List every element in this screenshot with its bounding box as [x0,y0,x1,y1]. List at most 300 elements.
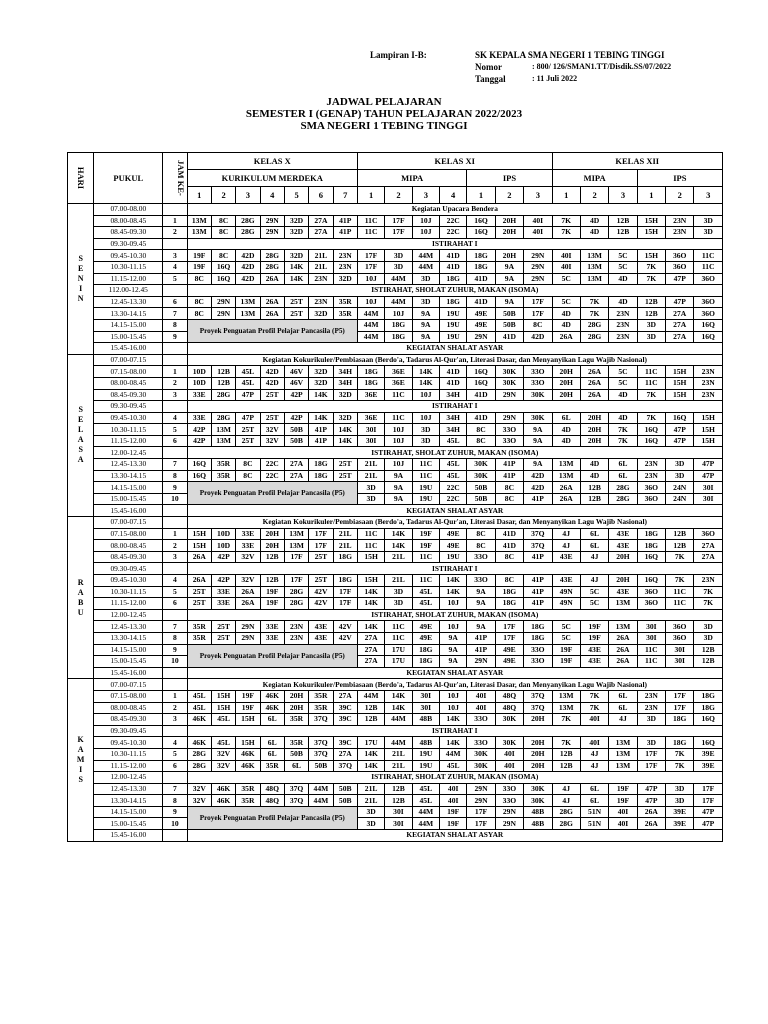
subject-code-cell: 19F [580,632,608,644]
subject-code-cell: 32D [309,366,333,378]
subject-code-cell: 49E [467,308,495,320]
subject-code-cell: 9A [495,273,523,285]
subject-code-cell: 10J [412,389,439,401]
table-row [68,725,723,737]
subject-code-cell: 23N [333,261,357,273]
class-number-x-3: 3 [236,187,260,204]
subject-code-cell: 45L [412,586,439,598]
period-number: 1 [163,366,187,378]
subject-code-cell: 16Q [467,377,495,389]
period-number: 4 [163,737,187,749]
subject-code-cell: 9A [495,296,523,308]
subject-code-cell: 41P [524,586,552,598]
subject-code-cell: 23N [609,308,637,320]
subject-code-cell: 30K [524,795,552,807]
subject-code-cell: 5C [552,632,580,644]
subject-code-cell: 41D [440,366,467,378]
subject-code-cell: 17F [284,575,308,587]
subject-code-cell: 26A [609,632,637,644]
subject-code-cell: 36O [666,250,694,262]
subject-code-cell: 48Q [495,690,523,702]
subject-code-cell: 6L [609,459,637,471]
subject-code-cell: 8C [495,482,523,494]
subject-code-cell: 13M [609,760,637,772]
subject-code-cell: 30I [385,806,412,818]
time-slot: 07.15-08.00 [94,690,163,702]
subject-code-cell: 35R [236,795,260,807]
day-letter: K [77,735,84,744]
subject-code-cell: 23N [637,470,665,482]
subject-code-cell: 18G [666,737,694,749]
period-number [163,354,187,366]
subject-code-cell: 17F [666,702,694,714]
subject-code-cell: 42D [236,261,260,273]
subject-code-cell: 4D [609,389,637,401]
subject-code-cell: 7K [580,702,608,714]
subject-code-cell: 9A [524,435,552,447]
period-number: 6 [163,435,187,447]
class-number-xii_ips-1: 1 [637,187,665,204]
subject-code-cell: 26A [552,331,580,343]
subject-code-cell: 16Q [694,319,723,331]
subject-code-cell: 41P [467,644,495,656]
subject-code-cell: 40I [495,748,523,760]
period-number: 3 [163,250,187,262]
table-row [68,308,723,320]
period-number: 7 [163,459,187,471]
subject-code-cell: 10J [357,273,384,285]
subject-code-cell: 19U [440,331,467,343]
subject-code-cell: 23N [309,273,333,285]
subject-code-cell: 15H [694,435,723,447]
subject-code-cell: 13M [236,296,260,308]
subject-code-cell: 16Q [637,551,665,563]
subject-code-cell: 4D [609,273,637,285]
day-letter: I [79,283,83,293]
subject-code-cell: 36O [666,621,694,633]
kurikulum-merdeka-header: KURIKULUM MERDEKA [187,170,357,187]
time-slot: 09.30-09.45 [94,238,163,250]
subject-code-cell: 30K [467,760,495,772]
subject-code-cell: 27A [666,308,694,320]
subject-code-cell: 13M [211,424,235,436]
subject-code-cell: 47P [694,818,723,830]
subject-code-cell: 30I [666,656,694,668]
subject-code-cell: 7K [580,308,608,320]
subject-code-cell: 4J [580,760,608,772]
subject-code-cell: 36O [666,632,694,644]
subject-code-cell: 39E [694,748,723,760]
subject-code-cell: 21L [309,261,333,273]
subject-code-cell: 17U [385,644,412,656]
subject-code-cell: 7K [637,412,665,424]
subject-code-cell: 45L [236,377,260,389]
table-row [68,598,723,610]
subject-code-cell: 30I [637,632,665,644]
subject-code-cell: 32V [211,748,235,760]
subject-code-cell: 23N [694,377,723,389]
table-row [68,806,723,818]
table-row [68,238,723,250]
subject-code-cell: 9A [440,632,467,644]
subject-code-cell: 15H [357,551,384,563]
table-row [68,435,723,447]
subject-code-cell: 45L [211,737,235,749]
subject-code-cell: 44M [385,714,412,726]
table-row [68,551,723,563]
subject-code-cell: 32V [236,551,260,563]
subject-code-cell: 10D [211,528,235,540]
subject-code-cell: 8C [467,424,495,436]
subject-code-cell: 10J [412,227,439,239]
subject-code-cell: 3D [666,795,694,807]
time-slot: 07.00-07.15 [94,354,163,366]
subject-code-cell: 20H [524,760,552,772]
subject-code-cell: 28G [236,215,260,227]
subject-code-cell: 32D [284,250,308,262]
subject-code-cell: 29N [467,331,495,343]
table-row [68,204,723,216]
subject-code-cell: 3D [412,296,439,308]
subject-code-cell: 18G [666,714,694,726]
subject-code-cell: 32D [333,412,357,424]
subject-code-cell: 27A [309,215,333,227]
subject-code-cell: 47P [666,296,694,308]
subject-code-cell: 17F [333,586,357,598]
subject-code-cell: 48B [412,714,439,726]
subject-code-cell: 18G [385,319,412,331]
subject-code-cell: 25T [236,424,260,436]
subject-code-cell: 17F [637,760,665,772]
subject-code-cell: 44M [412,818,439,830]
subject-code-cell: 29N [211,296,235,308]
subject-code-cell: 27A [357,644,384,656]
subject-code-cell: 42V [333,621,357,633]
subject-code-cell: 25T [284,296,308,308]
subject-code-cell: 39E [666,818,694,830]
subject-code-cell: 23N [666,215,694,227]
subject-code-cell: 17U [357,737,384,749]
subject-code-cell: 18G [694,702,723,714]
subject-code-cell: 16Q [211,273,235,285]
subject-code-cell: 29N [467,795,495,807]
subject-code-cell: 9A [440,656,467,668]
subject-code-cell: 3D [637,331,665,343]
subject-code-cell: 14K [357,760,384,772]
subject-code-cell: 41P [495,470,523,482]
activity-banner: KEGIATAN SHALAT ASYAR [187,830,722,842]
subject-code-cell: 17F [524,308,552,320]
subject-code-cell: 11C [666,598,694,610]
period-number [163,401,187,413]
subject-code-cell: 15H [637,215,665,227]
activity-banner: KEGIATAN SHALAT ASYAR [187,343,722,355]
subject-code-cell: 50B [467,493,495,505]
subject-code-cell: 15H [187,540,211,552]
subject-code-cell: 50B [467,482,495,494]
subject-code-cell: 11C [412,551,439,563]
period-number: 6 [163,296,187,308]
subject-code-cell: 34H [333,366,357,378]
subject-code-cell: 45L [440,470,467,482]
subject-code-cell: 28G [580,331,608,343]
period-number: 1 [163,215,187,227]
class-number-xii_mipa-2: 2 [580,187,608,204]
subject-code-cell: 7K [666,575,694,587]
day-label-rabu [68,517,94,679]
tanggal-value: : 11 Juli 2022 [532,74,578,83]
subject-code-cell: 36O [694,528,723,540]
subject-code-cell: 15H [694,412,723,424]
subject-code-cell: 37Q [309,714,333,726]
time-slot: 12.45-13.30 [94,783,163,795]
subject-code-cell: 19F [260,586,284,598]
subject-code-cell: 11C [694,250,723,262]
subject-code-cell: 3D [637,737,665,749]
subject-code-cell: 33O [467,714,495,726]
subject-code-cell: 28G [284,598,308,610]
subject-code-cell: 50B [333,795,357,807]
table-row [68,702,723,714]
subject-code-cell: 20H [260,528,284,540]
period-number: 1 [163,528,187,540]
subject-code-cell: 6L [580,795,608,807]
subject-code-cell: 8C [467,540,495,552]
subject-code-cell: 27A [333,748,357,760]
subject-code-cell: 36O [694,308,723,320]
table-row [68,250,723,262]
subject-code-cell: 47P [666,435,694,447]
day-letter: A [77,455,84,465]
subject-code-cell: 23N [666,227,694,239]
subject-code-cell: 33O [467,551,495,563]
p5-project-block: Proyek Penguatan Profil Pelajar Pancasila (P5) [187,319,357,342]
subject-code-cell: 30K [467,470,495,482]
activity-banner: ISTIRAHAT, SHOLAT ZUHUR, MAKAN (ISOMA) [187,772,722,784]
activity-banner: KEGIATAN SHALAT ASYAR [187,667,722,679]
subject-code-cell: 13M [580,273,608,285]
subject-code-cell: 42D [524,331,552,343]
subject-code-cell: 7K [694,598,723,610]
subject-code-cell: 28G [609,482,637,494]
subject-code-cell: 5C [552,296,580,308]
subject-code-cell: 44M [357,690,384,702]
subject-code-cell: 28G [284,586,308,598]
subject-code-cell: 10J [385,435,412,447]
subject-code-cell: 9A [524,424,552,436]
subject-code-cell: 13M [609,621,637,633]
subject-code-cell: 13M [580,250,608,262]
activity-banner: ISTIRAHAT I [187,401,722,413]
subject-code-cell: 40I [495,760,523,772]
subject-code-cell: 35R [211,470,235,482]
subject-code-cell: 4J [609,714,637,726]
subject-code-cell: 33E [187,412,211,424]
subject-code-cell: 41P [333,215,357,227]
subject-code-cell: 11C [637,644,665,656]
subject-code-cell: 17F [309,528,333,540]
subject-code-cell: 25T [309,551,333,563]
table-row [68,714,723,726]
subject-code-cell: 15H [357,575,384,587]
subject-code-cell: 17F [637,748,665,760]
subject-code-cell: 44M [385,273,412,285]
day-letter: U [77,607,84,617]
subject-code-cell: 18G [309,459,333,471]
subject-code-cell: 26A [580,377,608,389]
class-number-xi_ips-2: 2 [495,187,523,204]
subject-code-cell: 47P [694,806,723,818]
time-slot: 12.00-12.45 [94,447,163,459]
subject-code-cell: 6L [260,737,284,749]
period-number: 1 [163,690,187,702]
subject-code-cell: 9A [412,319,439,331]
subject-code-cell: 6L [284,760,308,772]
subject-code-cell: 30K [524,389,552,401]
time-slot: 11.15-12.00 [94,435,163,447]
subject-code-cell: 32D [333,273,357,285]
subject-code-cell: 44M [309,783,333,795]
subject-code-cell: 11C [412,470,439,482]
day-letter: N [77,273,84,283]
table-row [68,354,723,366]
subject-code-cell: 50B [284,748,308,760]
activity-banner: Kegiatan Kokurikuler/Pembiasaan (Berdo'a, Tadarus Al-Qur'an, Literasi Dasar, dan Menyanyikan Lagu Wajib Nasional) [187,679,722,691]
subject-code-cell: 36E [385,366,412,378]
subject-code-cell: 19U [440,308,467,320]
period-number [163,238,187,250]
subject-code-cell: 3D [694,215,723,227]
day-label-kamis [68,679,94,841]
subject-code-cell: 33E [211,586,235,598]
subject-code-cell: 25T [260,412,284,424]
subject-code-cell: 11C [666,586,694,598]
subject-code-cell: 6L [260,714,284,726]
subject-code-cell: 19F [609,783,637,795]
table-row [68,667,723,679]
subject-code-cell: 50B [284,435,308,447]
table-row [68,528,723,540]
table-row [68,783,723,795]
subject-code-cell: 14K [412,366,439,378]
subject-code-cell: 41P [467,632,495,644]
subject-code-cell: 30I [412,690,439,702]
xii-mipa-header: MIPA [552,170,637,187]
subject-code-cell: 41D [467,273,495,285]
period-number: 7 [163,308,187,320]
subject-code-cell: 11C [385,632,412,644]
subject-code-cell: 7K [580,690,608,702]
p5-project-block: Proyek Penguatan Profil Pelajar Pancasila (P5) [187,806,357,829]
subject-code-cell: 32D [309,308,333,320]
subject-code-cell: 44M [357,319,384,331]
time-slot: 15.45-16.00 [94,667,163,679]
subject-code-cell: 17F [495,621,523,633]
subject-code-cell: 22C [440,215,467,227]
subject-code-cell: 30K [467,459,495,471]
subject-code-cell: 4D [580,470,608,482]
subject-code-cell: 17F [357,261,384,273]
period-number [163,830,187,842]
subject-code-cell: 45L [236,366,260,378]
subject-code-cell: 4D [580,227,608,239]
subject-code-cell: 11C [385,412,412,424]
subject-code-cell: 40I [440,795,467,807]
subject-code-cell: 21L [385,748,412,760]
subject-code-cell: 21L [333,540,357,552]
time-slot: 15.00-15.45 [94,656,163,668]
subject-code-cell: 16Q [694,714,723,726]
subject-code-cell: 19U [412,760,439,772]
subject-code-cell: 18G [524,632,552,644]
table-row [68,459,723,471]
subject-code-cell: 35R [284,737,308,749]
activity-banner: ISTIRAHAT I [187,238,722,250]
subject-code-cell: 33E [211,598,235,610]
activity-banner: KEGIATAN SHALAT ASYAR [187,505,722,517]
subject-code-cell: 33O [524,656,552,668]
subject-code-cell: 3D [694,227,723,239]
period-number: 5 [163,424,187,436]
subject-code-cell: 41D [495,540,523,552]
subject-code-cell: 4J [580,551,608,563]
subject-code-cell: 26A [609,644,637,656]
day-letter: E [78,263,84,273]
subject-code-cell: 33O [495,795,523,807]
class-number-x-4: 4 [260,187,284,204]
subject-code-cell: 47P [694,459,723,471]
kelas-xii-header: KELAS XII [552,153,722,170]
subject-code-cell: 17U [385,656,412,668]
table-row [68,482,723,494]
subject-code-cell: 8C [211,227,235,239]
time-slot: 08.45-09.30 [94,227,163,239]
subject-code-cell: 12B [357,714,384,726]
subject-code-cell: 7K [552,215,580,227]
subject-code-cell: 33E [260,632,284,644]
subject-code-cell: 12B [260,575,284,587]
table-row [68,760,723,772]
subject-code-cell: 33O [495,424,523,436]
subject-code-cell: 13M [552,690,580,702]
day-letter: S [78,445,83,455]
table-row [68,679,723,691]
subject-code-cell: 41D [495,528,523,540]
subject-code-cell: 29N [260,227,284,239]
subject-code-cell: 15H [187,528,211,540]
subject-code-cell: 7K [552,737,580,749]
subject-code-cell: 46K [260,702,284,714]
subject-code-cell: 30K [467,748,495,760]
subject-code-cell: 21L [385,551,412,563]
subject-code-cell: 23N [609,319,637,331]
subject-code-cell: 18G [412,644,439,656]
subject-code-cell: 9A [412,308,439,320]
subject-code-cell: 18G [357,366,384,378]
time-slot: 07.00-07.15 [94,679,163,691]
subject-code-cell: 16Q [467,366,495,378]
subject-code-cell: 3D [637,714,665,726]
subject-code-cell: 6L [609,702,637,714]
subject-code-cell: 43E [580,656,608,668]
subject-code-cell: 42D [260,366,284,378]
subject-code-cell: 42P [187,435,211,447]
subject-code-cell: 37Q [524,528,552,540]
subject-code-cell: 34H [333,377,357,389]
subject-code-cell: 43E [309,621,333,633]
subject-code-cell: 20H [580,435,608,447]
subject-code-cell: 14K [440,714,467,726]
